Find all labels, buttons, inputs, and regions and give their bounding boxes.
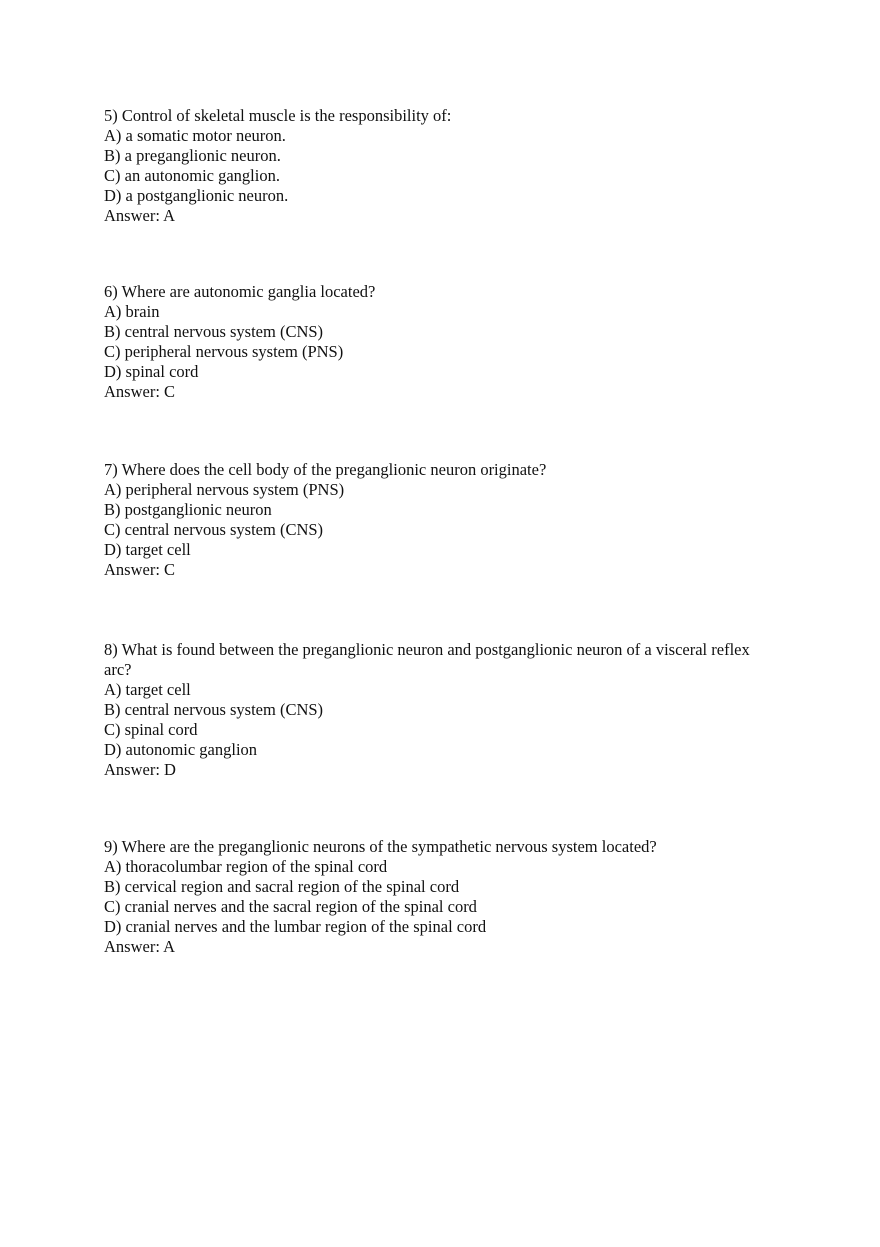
option-a: A) brain [104,302,160,321]
question-prompt: 5) Control of skeletal muscle is the responsibility of: [104,106,452,125]
option-a: A) peripheral nervous system (PNS) [104,480,345,499]
question-9 [104,837,764,957]
option-d: D) target cell [104,540,191,559]
option-b: B) central nervous system (CNS) [104,700,324,719]
option-d: D) a postganglionic neuron. [104,186,289,205]
answer: Answer: A [104,206,176,225]
answer: Answer: D [104,760,176,779]
question-5 [104,106,764,226]
option-d: D) autonomic ganglion [104,740,258,759]
option-b: B) postganglionic neuron [104,500,272,519]
option-a: A) thoracolumbar region of the spinal cord [104,857,388,876]
option-b: B) central nervous system (CNS) [104,322,324,341]
question-6 [104,282,764,402]
answer: Answer: C [104,560,176,579]
answer: Answer: C [104,382,176,401]
option-c: C) cranial nerves and the sacral region of the spinal cord [104,897,477,916]
question-prompt: 9) Where are the preganglionic neurons of the sympathetic nervous system located? [104,837,657,856]
option-c: C) spinal cord [104,720,198,739]
option-a: A) a somatic motor neuron. [104,126,286,145]
option-b: B) a preganglionic neuron. [104,146,281,165]
option-c: C) an autonomic ganglion. [104,166,280,185]
answer: Answer: A [104,937,176,956]
option-c: C) peripheral nervous system (PNS) [104,342,344,361]
option-b: B) cervical region and sacral region of the spinal cord [104,877,460,896]
option-c: C) central nervous system (CNS) [104,520,324,539]
question-8 [104,640,764,780]
question-prompt: 7) Where does the cell body of the preganglionic neuron originate? [104,460,547,479]
question-prompt: 6) Where are autonomic ganglia located? [104,282,376,301]
option-a: A) target cell [104,680,191,699]
option-d: D) cranial nerves and the lumbar region of the spinal cord [104,917,487,936]
option-d: D) spinal cord [104,362,199,381]
question-7 [104,460,764,580]
question-prompt: 8) What is found between the preganglionic neuron and postganglionic neuron of a visceral reflex arc? [104,640,750,679]
